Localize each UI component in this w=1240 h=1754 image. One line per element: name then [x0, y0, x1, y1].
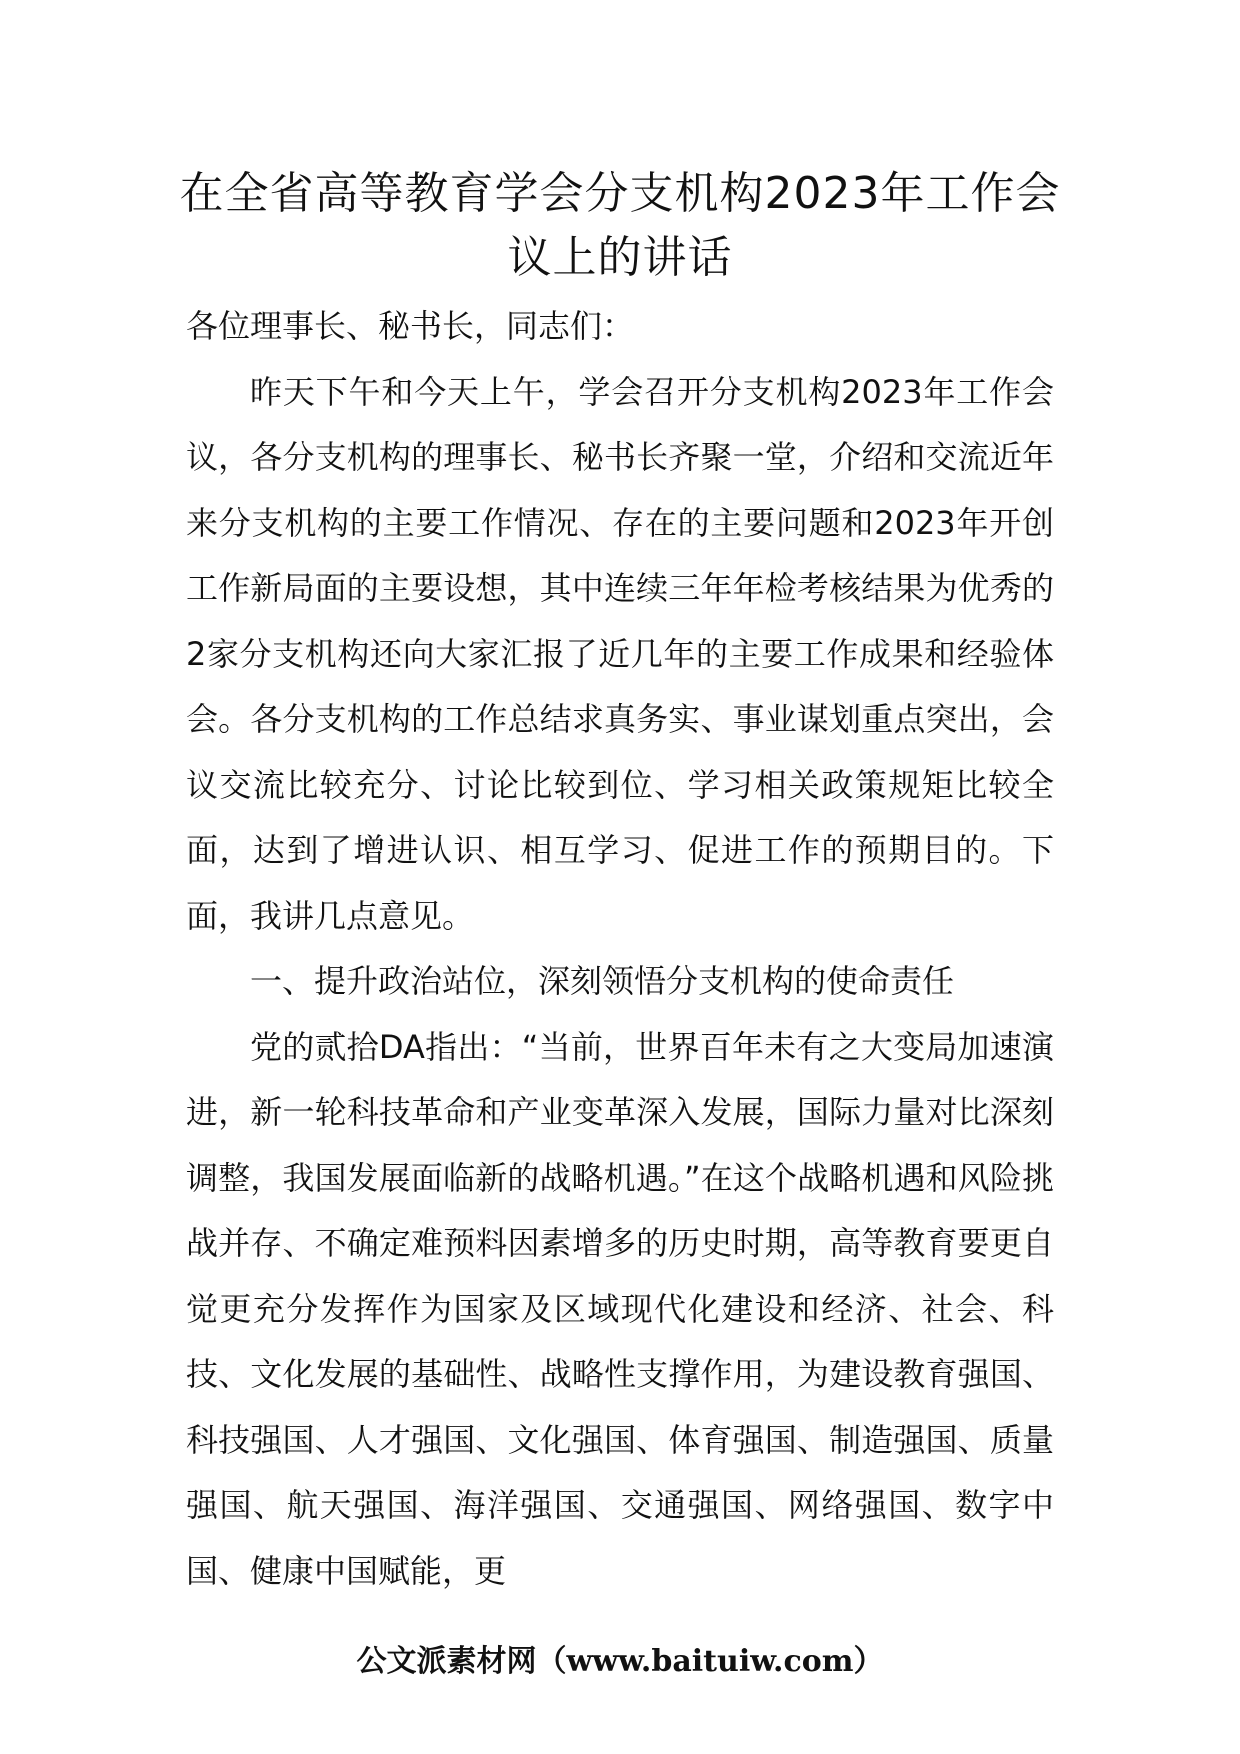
section-paragraph: 党的贰拾DA指出：“当前，世界百年未有之大变局加速演进，新一轮科技革命和产业变革深入发展，国际力量对比深刻调整，我国发展面临新的战略机遇。”在这个战略机遇和风险挑战并存、不确定难预料因素增多的历史时期，高等教育要更自觉更充分发挥作为国家及区域现代化建设和经济、社会、科技、文化发展的基础性、战略性支撑作用，为建设教育强国、科技强国、人才强国、文化强国、体育强国、制造强国、质量强国、航天强国、海洋强国、交通强国、网络强国、数字中国、健康中国赋能，更: [186, 1027, 1054, 1590]
opening-paragraph: 昨天下午和今天上午，学会召开分支机构2023年工作会议，各分支机构的理事长、秘书长齐聚一堂，介绍和交流近年来分支机构的主要工作情况、存在的主要问题和2023年开创工作新局面的主要设想，其中连续三年年检考核结果为优秀的2家分支机构还向大家汇报了近几年的主要工作成果和经验体会。各分支机构的工作总结求真务实、事业谋划重点突出，会议交流比较充分、讨论比较到位、学习相关政策规矩比较全面，达到了增进认识、相互学习、促进工作的预期目的。下面，我讲几点意见。: [186, 372, 1054, 935]
salutation: 各位理事长、秘书长，同志们：: [186, 307, 635, 345]
document-body: [186, 294, 1054, 1604]
document-title: 在全省高等教育学会分支机构2023年工作会议上的讲话: [179, 168, 1061, 283]
footer-watermark: 公文派素材网（www.baituiw.com）: [356, 1644, 884, 1679]
section-heading: 一、提升政治站位，深刻领悟分支机构的使命责任: [250, 962, 955, 1000]
